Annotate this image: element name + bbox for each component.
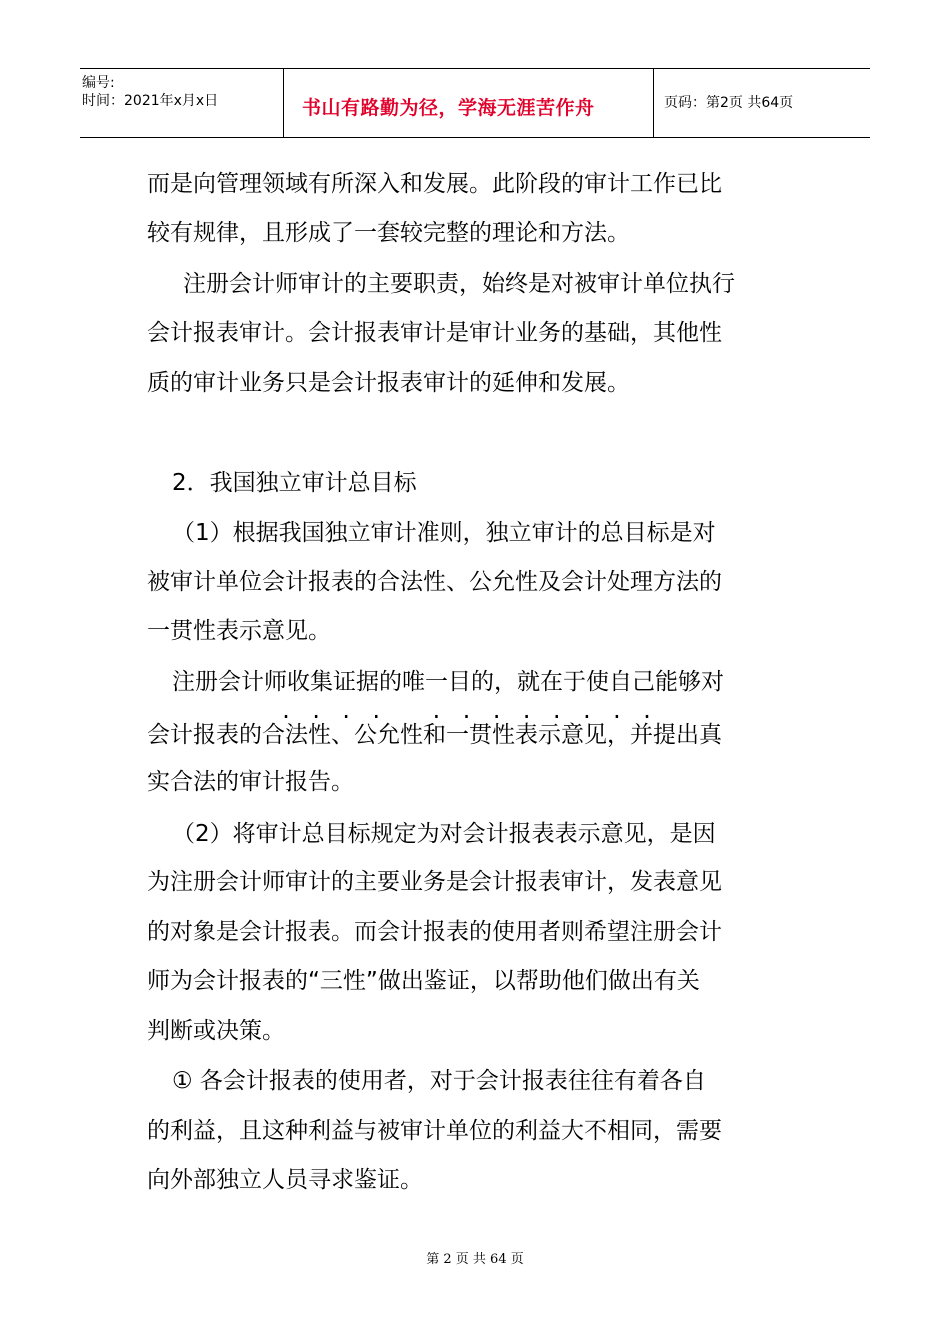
motto: 书山有路勤为径，学海无涯苦作舟 bbox=[302, 97, 595, 119]
body-line: 判断或决策。 bbox=[147, 1018, 285, 1044]
body-line: 的利益，且这种利益与被审计单位的利益大不相同，需要 bbox=[147, 1118, 722, 1144]
body-line: 实合法的审计报告。 bbox=[147, 769, 354, 795]
body-line: （2）将审计总目标规定为对会计报表表示意见，是因 bbox=[172, 821, 716, 847]
body-line: 较有规律，且形成了一套较完整的理论和方法。 bbox=[147, 220, 630, 246]
section-heading: 2．我国独立审计总目标 bbox=[172, 470, 417, 496]
body-line: ① 各会计报表的使用者，对于会计报表往往有着各自 bbox=[172, 1068, 706, 1094]
header-motto-cell bbox=[284, 69, 654, 137]
body-line: 会计报表审计。会计报表审计是审计业务的基础，其他性 bbox=[147, 320, 722, 346]
header-page-cell bbox=[654, 69, 870, 137]
body-line: 一贯性表示意见。 bbox=[147, 618, 331, 644]
header-meta-cell bbox=[80, 69, 284, 137]
body-line: 被审计单位会计报表的合法性、公允性及会计处理方法的 bbox=[147, 569, 722, 595]
emphasis-dots: . . . . . . . . . . . . bbox=[280, 699, 657, 723]
body-line: 会计报表的合法性、公允性和一贯性表示意见，并提出真 bbox=[147, 722, 722, 748]
body-line: 注册会计师审计的主要职责，始终是对被审计单位执行 bbox=[183, 271, 735, 297]
body-line: 师为会计报表的“三性”做出鉴证，以帮助他们做出有关 bbox=[147, 968, 700, 994]
body-line: 向外部独立人员寻求鉴证。 bbox=[147, 1167, 423, 1193]
doc-time-label: 时间：2021年x月x日 bbox=[82, 93, 219, 109]
body-line: 注册会计师收集证据的唯一目的，就在于使自己能够对 bbox=[172, 669, 724, 695]
body-line: 而是向管理领域有所深入和发展。此阶段的审计工作已比 bbox=[147, 171, 722, 197]
body-line: （1）根据我国独立审计准则，独立审计的总目标是对 bbox=[172, 520, 716, 546]
body-line: 为注册会计师审计的主要业务是会计报表审计，发表意见 bbox=[147, 869, 722, 895]
body-line: 质的审计业务只是会计报表审计的延伸和发展。 bbox=[147, 370, 630, 396]
page-footer: 第 2 页 共 64 页 bbox=[426, 1252, 524, 1267]
doc-number-label: 编号: bbox=[82, 75, 115, 91]
page-info: 页码：第2页 共64页 bbox=[664, 95, 794, 111]
body-line: 的对象是会计报表。而会计报表的使用者则希望注册会计 bbox=[147, 919, 722, 945]
page-header bbox=[80, 68, 870, 138]
